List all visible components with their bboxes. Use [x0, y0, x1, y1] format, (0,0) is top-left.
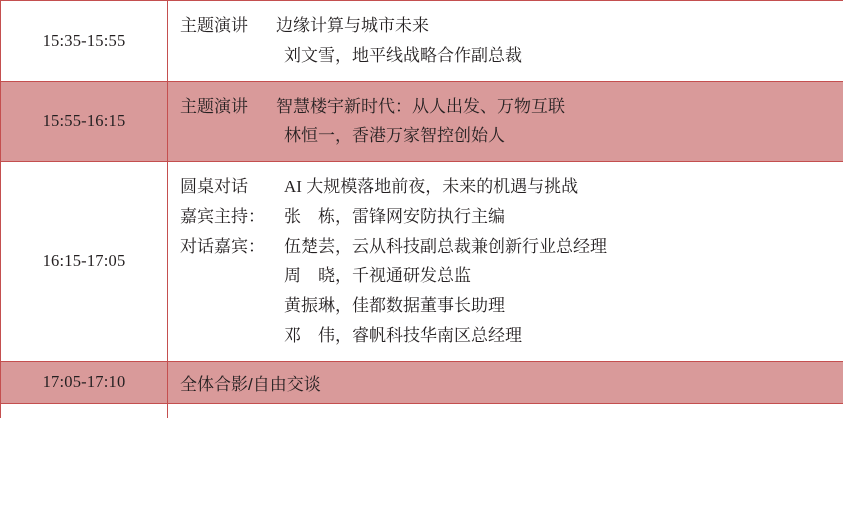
table-row-partial [1, 403, 843, 418]
session-time-cell [1, 162, 168, 362]
session-guest: 周 晓，千视通研发总监 [284, 266, 471, 286]
session-time: 15:35-15:55 [42, 30, 126, 50]
session-guests-line [180, 291, 843, 321]
session-title-line [180, 172, 843, 202]
session-title: 边缘计算与城市未来 [276, 16, 429, 35]
session-title: AI 大规模落地前夜，未来的机遇与挑战 [284, 177, 579, 196]
session-title-line [180, 92, 843, 122]
session-host-line [180, 202, 843, 232]
session-type-label: 圆桌对话 [180, 177, 248, 196]
session-speaker-line [180, 121, 843, 151]
session-time: 16:15-17:05 [42, 251, 126, 271]
table-row [1, 81, 843, 162]
session-content-cell [168, 1, 843, 82]
session-content-cell [168, 81, 843, 162]
session-time-cell [1, 1, 168, 82]
session-guests-line [180, 261, 843, 291]
table-row [1, 162, 843, 362]
session-guest: 伍楚芸，云从科技副总裁兼创新行业总经理 [284, 236, 607, 256]
session-content-cell [168, 162, 843, 362]
session-type-label: 主题演讲 [180, 16, 248, 35]
session-speaker: 刘文雪，地平线战略合作副总裁 [284, 45, 522, 65]
session-title: 智慧楼宇新时代：从人出发、万物互联 [276, 96, 565, 116]
table-row [1, 1, 843, 82]
table-row [1, 361, 843, 403]
session-type-label: 主题演讲 [180, 96, 248, 116]
session-guest: 黄振琳，佳都数据董事长助理 [284, 296, 505, 315]
session-guests-line [180, 321, 843, 351]
session-guests-line [180, 232, 843, 262]
session-title: 全体合影/自由交谈 [180, 374, 321, 394]
session-time-cell [1, 361, 168, 403]
session-content-cell [168, 361, 843, 403]
session-host: 张 栋，雷锋网安防执行主编 [284, 206, 505, 226]
session-content-cell-empty [168, 403, 843, 418]
session-time-cell [1, 81, 168, 162]
session-time-cell-empty [1, 403, 168, 418]
session-time: 15:55-16:15 [42, 111, 126, 131]
session-speaker-line [180, 41, 843, 71]
session-speaker: 林恒一，香港万家智控创始人 [284, 126, 505, 146]
session-guest: 邓 伟，睿帆科技华南区总经理 [284, 325, 522, 345]
session-guests-label: 对话嘉宾： [180, 236, 265, 256]
session-host-label: 嘉宾主持： [180, 206, 265, 226]
session-title-line [180, 11, 843, 41]
session-time: 17:05-17:10 [42, 372, 126, 391]
